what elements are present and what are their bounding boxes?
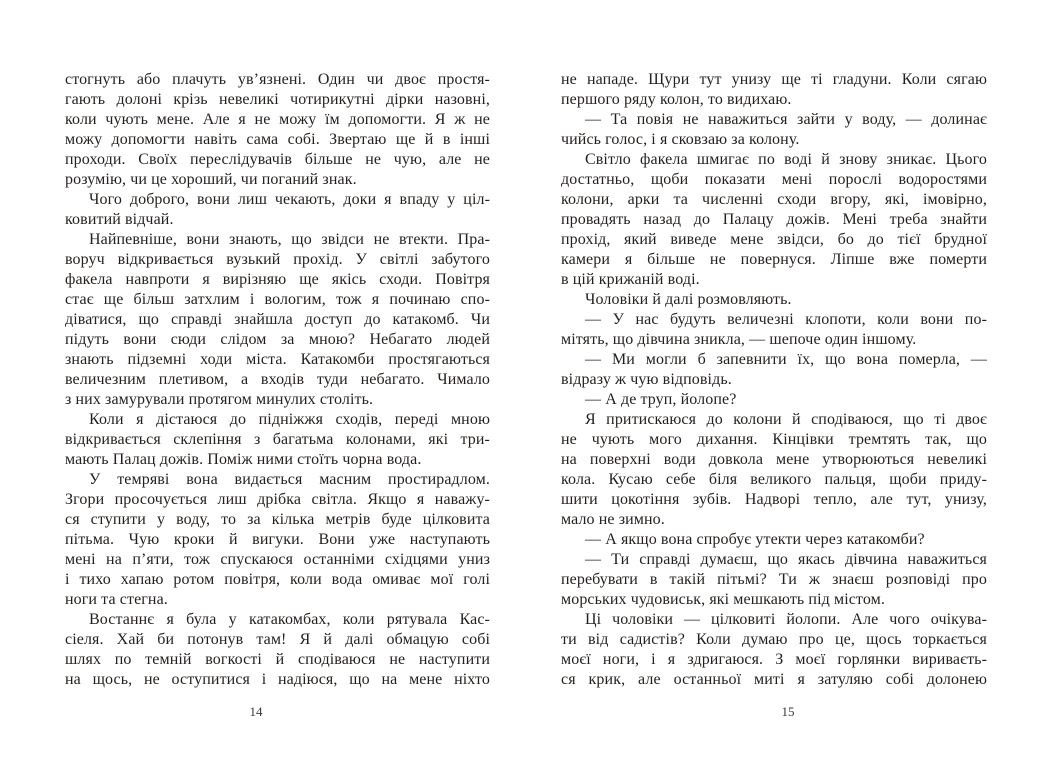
text-line: Ці чоловіки — цілковиті йолопи. Але чого очікува-	[585, 611, 987, 628]
text-line: знають підземні ходи міста. Катакомби простягаються	[65, 351, 490, 368]
text-line: Коли я дістаюся до підніжжя сходів, переді мною	[89, 411, 490, 428]
text-line: мало не зимно.	[561, 511, 665, 528]
text-line: коли чують мене. Але я не можу їм допомогти. Я ж не	[65, 111, 490, 128]
text-line: прохід, який виведе мене звідси, бо до тієї брудної	[561, 231, 987, 248]
text-line: відразу ж чую відповідь.	[561, 371, 732, 388]
text-line: ти від садистів? Коли думаю про це, щось торкається	[561, 631, 987, 648]
text-line: — А де труп, йолопе?	[585, 391, 737, 408]
text-line: стогнуть або плачуть ув’язнені. Один чи двоє простя-	[65, 71, 490, 88]
text-line: колони, арки та численні сходи вгору, які, імовірно,	[561, 191, 987, 208]
text-line: — А якщо вона спробує утекти через катакомби?	[585, 531, 925, 548]
page-right	[525, 0, 1050, 761]
text-line: Чоловіки й далі розмовляють.	[585, 291, 792, 308]
text-line: першого ряду колон, то видихаю.	[561, 91, 792, 108]
text-line: камери я більше не повернуся. Ліпше вже померти	[561, 251, 987, 268]
text-line: в цій крижаній воді.	[561, 271, 700, 288]
text-line: чийсь голос, і я сковзаю за колону.	[561, 131, 800, 148]
text-line: Світло факела шмигає по воді й знову зникає. Цього	[585, 151, 987, 168]
text-line: не чують мого дихання. Кінцівки тремтять так, що	[561, 431, 987, 448]
text-line: з них замурували протягом минулих століть.	[65, 391, 374, 408]
text-line: можу допомогти навіть сама собі. Звертаю ще й в інші	[65, 131, 490, 148]
text-line: кола. Кусаю себе біля великого пальця, щоби приду-	[561, 471, 987, 488]
text-line: розумію, чи це хороший, чи поганий знак.	[65, 171, 357, 188]
text-line: проходи. Своїх переслідувачів більше не чую, але не	[65, 151, 490, 168]
text-line: У темряві вона видається масним простирадлом.	[89, 471, 490, 488]
text-line: не нападе. Щури тут унизу ще ті гладуни. Коли сягаю	[561, 71, 987, 88]
text-line: Згори просочується лиш дрібка світла. Якщо я наважу-	[65, 491, 490, 508]
text-line: — Та повія не наважиться зайти у воду, — долинає	[585, 111, 987, 128]
text-line: мітять, що дівчина зникла, — шепоче один іншому.	[561, 331, 917, 348]
text-line: ноги та стегна.	[65, 591, 168, 608]
text-line: Я притискаюся до колони й сподіваюся, що ті двоє	[585, 411, 987, 428]
text-line: — Ти справді думаєш, що якась дівчина наважиться	[585, 551, 987, 568]
text-line: воруч відкривається вузький прохід. У світлі забутого	[65, 251, 490, 268]
page-left-text-block	[65, 70, 490, 690]
text-line: пітьма. Чую кроки й вигуки. Вони уже наступають	[65, 531, 490, 548]
text-line: ковитий відчай.	[65, 211, 174, 228]
text-line: Найпевніше, вони знають, що звідси не втекти. Пра-	[89, 231, 490, 248]
text-line: морських чудовиськ, які мешкають під містом.	[561, 591, 885, 608]
text-line: мають Палац дожів. Поміж ними стоїть чорна вода.	[65, 451, 422, 468]
text-line: шити цокотіння зубів. Надворі тепло, але тут, унизу,	[561, 491, 987, 508]
text-line: величезним плетивом, а входів туди небагато. Чимало	[65, 371, 490, 388]
text-line: — У нас будуть величезні клопоти, коли вони по-	[585, 311, 987, 328]
text-line: відкривається склепіння з багатьма колонами, які три-	[65, 431, 490, 448]
text-line: шлях по темній вогкості й сподіваюся не наступити	[65, 651, 490, 668]
text-line: ся ступити у воду, то за кілька метрів буде цілковита	[65, 511, 490, 528]
text-line: діватися, що справді знайшла доступ до катакомб. Чи	[65, 311, 490, 328]
text-line: на поверхні води довкола мене утворюються невеликі	[561, 451, 987, 468]
text-line: моєї ноги, і я здригаюся. З моєї горлянки вириваєть-	[561, 651, 987, 668]
text-line: провадять назад до Палацу дожів. Мені треба знайти	[561, 211, 987, 228]
text-line: гають долоні крізь невеликі чотирикутні дірки назовні,	[65, 91, 490, 108]
text-line: сіеля. Хай би потонув там! Я й далі обмацую собі	[65, 631, 490, 648]
text-line: перебувати в такій пітьмі? Ти ж знаєш розповіді про	[561, 571, 987, 588]
text-line: достатньо, щоби показати мені порослі водоростями	[561, 171, 987, 188]
text-line: і тихо хапаю ротом повітря, коли вода омиває мої голі	[65, 571, 490, 588]
text-line: Востаннє я була у катакомбах, коли рятувала Кас-	[89, 611, 490, 628]
page-right-text-block	[561, 70, 987, 690]
page-left-number: 14	[249, 704, 263, 719]
text-line: Чого доброго, вони лиш чекають, доки я впаду у ціл-	[89, 191, 490, 208]
text-line: мені на п’яти, тож спускаюся останніми східцями униз	[65, 551, 490, 568]
text-line: підуть вони сюди слідом за мною? Небагато людей	[65, 331, 490, 348]
text-line: стає ще більш затхлим і вологим, тож я починаю спо-	[65, 291, 490, 308]
text-line: — Ми могли б запевнити їх, що вона померла, —	[585, 351, 987, 368]
text-line: факела навпроти я вирізняю ще якісь сходи. Повітря	[65, 271, 490, 288]
text-line: ся крик, але останньої миті я затуляю собі долонею	[561, 671, 987, 688]
text-line: на щось, не оступитися і надіюся, що на мене ніхто	[65, 671, 490, 688]
page-right-number: 15	[781, 704, 795, 719]
